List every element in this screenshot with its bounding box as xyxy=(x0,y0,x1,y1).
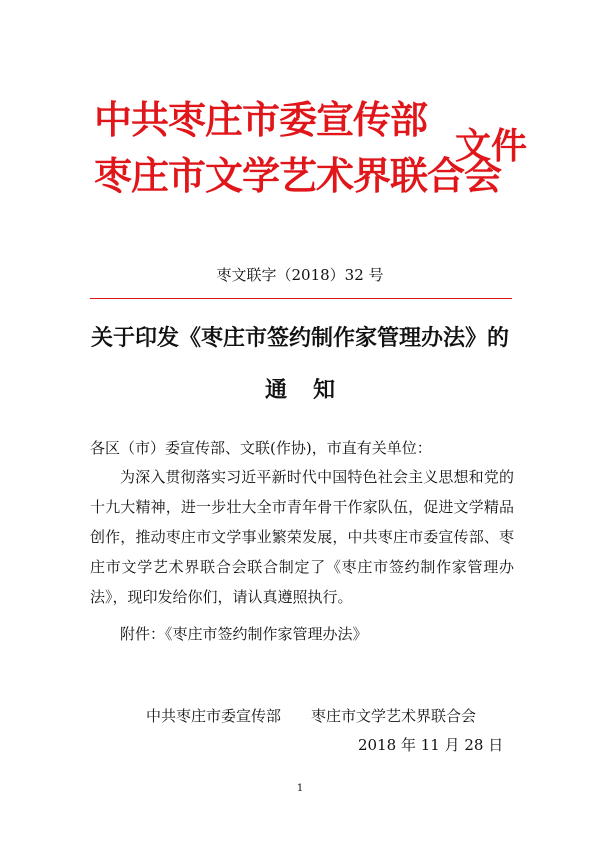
body-paragraph: 为深入贯彻落实习近平新时代中国特色社会主义思想和党的十九大精神，进一步壮大全市青年骨干作家队伍，促进文学精品创作，推动枣庄市文学事业繁荣发展，中共枣庄市委宣传部、枣庄市文学艺术界联合会联合制定了《枣庄市签约制作家管理办法》，现印发给你们，请认真遵照执行。 xyxy=(90,468,514,606)
page-number: 1 xyxy=(296,783,304,794)
signer-second: 枣庄市文学艺术界联合会 xyxy=(311,707,477,725)
attachment-line: 附件：《枣庄市签约制作家管理办法》 xyxy=(120,625,368,643)
document-title: 关于印发《枣庄市签约制作家管理办法》的 xyxy=(90,325,509,351)
header-org-line-1: 中共枣庄市委宣传部 xyxy=(94,97,428,142)
addressee: 各区（市）委宣传部、文联(作协)，市直有关单位： xyxy=(90,439,432,457)
signers xyxy=(146,704,476,728)
header-doc-label: 文件 xyxy=(455,125,528,167)
signer-first: 中共枣庄市委宣传部 xyxy=(146,707,282,725)
red-divider xyxy=(90,298,512,299)
header-org-line-2: 枣庄市文学艺术界联合会 xyxy=(94,153,502,198)
document-subtitle: 通知 xyxy=(264,377,361,403)
document-number: 枣文联字（2018）32 号 xyxy=(216,266,384,284)
document-date: 2018 年 11 月 28 日 xyxy=(358,736,504,754)
